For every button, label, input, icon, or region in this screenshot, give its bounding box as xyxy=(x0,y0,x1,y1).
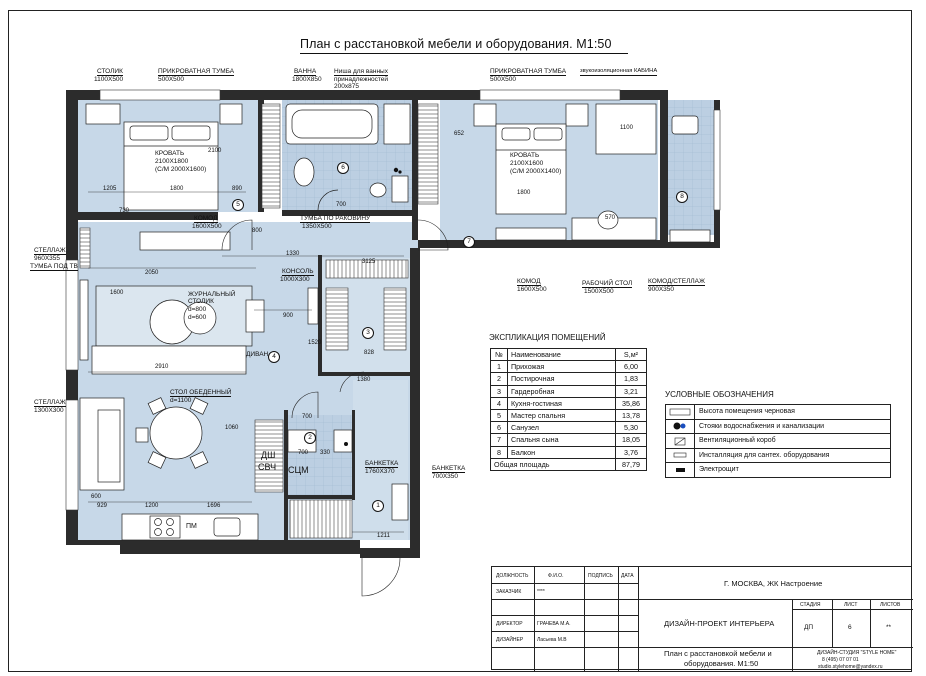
wall-laundry-left xyxy=(284,410,288,545)
stamp-list: 6 xyxy=(848,624,852,631)
cell-name: Балкон xyxy=(508,446,616,458)
dim-value: 800 xyxy=(252,228,263,234)
table-row xyxy=(491,397,647,409)
label-dsh: ДШ xyxy=(261,450,276,460)
drawing-title: План с расстановкой мебели и оборудования. М1:50 xyxy=(300,37,612,51)
stamp-lists: ** xyxy=(886,624,892,631)
dim-value: 652 xyxy=(454,131,465,137)
table-row xyxy=(491,373,647,385)
dim-value: 600 xyxy=(91,494,102,500)
label-tumba-tv: ТУМБА ПОД ТВ xyxy=(30,263,78,270)
room-number: 5 xyxy=(232,199,244,211)
label-scm: СЦМ xyxy=(288,465,309,475)
label-rabstol: РАБОЧИЙ СТОЛ xyxy=(582,280,633,287)
dim-value: 730 xyxy=(119,208,130,214)
label-bed2-b: (С/М 2000Х1400) xyxy=(510,168,562,175)
label-komod1: КОМОД xyxy=(194,215,218,222)
legend-text: Вентиляционный короб xyxy=(699,437,776,445)
cell-num: 1 xyxy=(491,361,508,373)
dim-value: 1800 xyxy=(170,186,184,192)
legend-text: Высота помещения черновая xyxy=(699,408,795,416)
label-komod3-size: 900Х350 xyxy=(648,286,675,293)
stamp-studio: ДИЗАЙН-СТУДИЯ "STYLE HOME" xyxy=(817,650,897,656)
label-vanna-size: 1800Х850 xyxy=(292,76,322,83)
table-row xyxy=(491,422,647,434)
label-tumba-left-size: 500Х500 xyxy=(158,76,185,83)
wall-right xyxy=(410,248,420,558)
cell-num: 6 xyxy=(491,422,508,434)
stamp-header: ДОЛЖНОСТЬ xyxy=(496,573,529,579)
dim-value: 570 xyxy=(605,215,616,221)
label-zhurnal-2: СТОЛИК xyxy=(188,298,214,305)
electric-panel-icon xyxy=(668,465,692,475)
dim-value: 900 xyxy=(283,313,294,319)
stamp-stage: ДП xyxy=(804,624,814,631)
explication-table xyxy=(490,348,647,471)
label-komod2-size: 1600Х500 xyxy=(517,286,547,293)
label-pm: ПМ xyxy=(186,523,197,530)
label-stol-d: d=1100 xyxy=(170,397,192,404)
cell-num: 8 xyxy=(491,446,508,458)
dim-value: 1200 xyxy=(145,503,159,509)
stamp-sheet-name-2: оборудования. М1:50 xyxy=(684,659,759,668)
dim-value: 1205 xyxy=(103,186,117,192)
dim-value: 330 xyxy=(320,450,331,456)
stamp-header: Ф.И.О. xyxy=(548,573,564,579)
label-zhurnal-d1: d=800 xyxy=(188,306,207,313)
header-name: Наименование xyxy=(508,349,616,361)
dim-value: 700 xyxy=(298,450,309,456)
legend-item xyxy=(666,420,890,435)
wall-laundry-bottom xyxy=(284,495,354,499)
cell-area: 18,05 xyxy=(616,434,647,446)
cell-area: 1,83 xyxy=(616,373,647,385)
title-block xyxy=(491,566,912,670)
dim-value: 700 xyxy=(336,202,347,208)
label-banketka-in-size: 1760Х370 xyxy=(365,468,395,475)
legend-item xyxy=(666,449,890,464)
legend-item xyxy=(666,434,890,449)
table-total-row xyxy=(491,458,647,470)
label-stolik: СТОЛИК xyxy=(97,68,123,75)
room-number: 3 xyxy=(362,327,374,339)
stamp-lists-header: ЛИСТОВ xyxy=(880,602,901,608)
label-vanna: ВАННА xyxy=(294,68,317,75)
header-area: S,м² xyxy=(616,349,647,361)
wall-balcony-inner xyxy=(660,90,668,248)
label-bed2: КРОВАТЬ xyxy=(510,152,540,159)
height-mark-icon xyxy=(668,407,692,417)
dim-value: 700 xyxy=(302,414,313,420)
cell-area: 6,00 xyxy=(616,361,647,373)
label-tumba-right-size: 500Х500 xyxy=(490,76,517,83)
cell-name: Прихожая xyxy=(508,361,616,373)
dim-value: 1520 xyxy=(308,340,322,346)
label-bed2-a: 2100Х1600 xyxy=(510,160,544,167)
stamp-person: Ласьева М.В xyxy=(537,637,567,643)
dim-value: 890 xyxy=(232,186,243,192)
cell-area: 3,76 xyxy=(616,446,647,458)
room-number: 4 xyxy=(268,351,280,363)
table-row xyxy=(491,409,647,421)
dim-value: 1211 xyxy=(377,533,390,539)
dim-value: 828 xyxy=(364,350,375,356)
stamp-studio-email: studio.stylehome@yandex.ru xyxy=(818,664,883,670)
table-row xyxy=(491,434,647,446)
dim-value: 1060 xyxy=(225,425,239,431)
room-number: 2 xyxy=(304,432,316,444)
dim-value: 1330 xyxy=(286,251,300,257)
label-nisha: Ниша для ванных xyxy=(334,68,388,75)
label-stellazh1: СТЕЛЛАЖ xyxy=(34,247,66,254)
header-num: № xyxy=(491,349,508,361)
legend-text: Электрощит xyxy=(699,466,739,474)
stamp-header: ПОДПИСЬ xyxy=(588,573,613,579)
cell-name: Кухня-гостиная xyxy=(508,397,616,409)
cell-num: 7 xyxy=(491,434,508,446)
stamp-header: ДАТА xyxy=(621,573,634,579)
cell-num: 5 xyxy=(491,409,508,421)
label-tumba-right: ПРИКРОВАТНАЯ ТУМБА xyxy=(490,68,567,75)
legend-item xyxy=(666,463,890,477)
riser-icon xyxy=(668,421,692,431)
label-stellazh2: СТЕЛЛАЖ xyxy=(34,399,66,406)
label-divan: ДИВАН xyxy=(246,351,269,358)
legend-text: Стояки водоснабжения и канализации xyxy=(699,422,825,430)
cell-num: 2 xyxy=(491,373,508,385)
stamp-list-header: ЛИСТ xyxy=(844,602,858,608)
legend xyxy=(665,404,891,478)
label-zhurnal-d2: d=600 xyxy=(188,314,207,321)
room-number: 8 xyxy=(676,191,688,203)
legend-item xyxy=(666,405,890,420)
dim-value: 929 xyxy=(97,503,108,509)
stamp-project: ДИЗАЙН-ПРОЕКТ ИНТЕРЬЕРА xyxy=(664,619,775,628)
label-komod1-size: 1600Х500 xyxy=(192,223,222,230)
cell-total-label: Общая площадь xyxy=(491,458,616,470)
cell-name: Постирочная xyxy=(508,373,616,385)
table-row xyxy=(491,361,647,373)
label-banketka-size: 700Х350 xyxy=(432,473,459,480)
label-stolik-size: 1100Х500 xyxy=(94,76,124,83)
stamp-role: ДИРЕКТОР xyxy=(496,621,523,627)
label-svch: СВЧ xyxy=(258,462,277,472)
cell-name: Санузел xyxy=(508,422,616,434)
vent-duct-icon xyxy=(668,436,692,446)
label-bed1-a: 2100Х1800 xyxy=(155,158,189,165)
dim-value: 2100 xyxy=(208,148,222,154)
label-stellazh1-size: 960Х355 xyxy=(34,255,61,262)
label-tumba-rak-size: 1350Х500 xyxy=(302,223,332,230)
wall-bedroom2-bottom xyxy=(418,240,668,248)
room-number: 6 xyxy=(337,162,349,174)
dim-value: 1696 xyxy=(207,503,221,509)
wall-wardrobe-left xyxy=(318,255,322,375)
dim-value: 2050 xyxy=(145,270,159,276)
stamp-studio-phone: 8 (495) 07 07 01 xyxy=(822,657,859,663)
label-bed1: КРОВАТЬ xyxy=(155,150,185,157)
cell-total-area: 87,79 xyxy=(616,458,647,470)
explication-title: ЭКСПЛИКАЦИЯ ПОМЕЩЕНИЙ xyxy=(489,333,606,342)
cell-area: 5,30 xyxy=(616,422,647,434)
installation-icon xyxy=(668,450,692,460)
label-komod3: КОМОД/СТЕЛЛАЖ xyxy=(648,278,705,285)
table-header xyxy=(491,349,647,361)
wall-entry-bottom xyxy=(360,548,420,558)
label-stol: СТОЛ ОБЕДЕННЫЙ xyxy=(170,389,232,396)
cell-name: Спальня сына xyxy=(508,434,616,446)
dim-value: 1800 xyxy=(517,190,531,196)
dim-value: 1380 xyxy=(357,377,371,383)
room-number: 7 xyxy=(463,236,475,248)
legend-title: УСЛОВНЫЕ ОБОЗНАЧЕНИЯ xyxy=(665,390,774,399)
cell-area: 35,86 xyxy=(616,397,647,409)
legend-text: Инсталляция для сантех. оборудования xyxy=(699,451,830,459)
wall-bath-right xyxy=(412,100,418,240)
stamp-person: ГРАЧЕВА М.А. xyxy=(537,621,571,627)
wall-laundry-right xyxy=(352,410,355,500)
label-tumba-left: ПРИКРОВАТНАЯ ТУМБА xyxy=(158,68,235,75)
label-cabin: звукоизоляционная КАБИНА xyxy=(580,68,658,74)
dim-value: 1100 xyxy=(620,125,633,131)
stamp-sheet-name: План с расстановкой мебели и xyxy=(664,649,772,658)
room-number: 1 xyxy=(372,500,384,512)
stamp-stage-header: СТАДИЯ xyxy=(800,602,821,608)
label-nisha-2: принадлежностей xyxy=(334,76,389,83)
cell-area: 3,21 xyxy=(616,385,647,397)
cell-name: Мастер спальня xyxy=(508,409,616,421)
cell-area: 13,78 xyxy=(616,409,647,421)
wall-balcony-bottom xyxy=(668,242,720,248)
stamp-person: **** xyxy=(537,589,545,595)
label-banketka: БАНКЕТКА xyxy=(432,465,466,472)
wall-bottom-left xyxy=(66,540,122,545)
label-tumba-rak: ТУМБА ПО РАКОВИНУ xyxy=(300,215,371,222)
dim-value: 1600 xyxy=(110,290,124,296)
label-zhurnal: ЖУРНАЛЬНЫЙ xyxy=(188,291,236,298)
label-konsol-size: 1000Х300 xyxy=(280,276,310,283)
label-bed1-b: (С/М 2000Х1600) xyxy=(155,166,207,173)
cell-num: 4 xyxy=(491,397,508,409)
cell-name: Гардеробная xyxy=(508,385,616,397)
stamp-role: ЗАКАЗЧИК xyxy=(496,589,522,595)
wall-bottom xyxy=(120,540,360,554)
table-row xyxy=(491,446,647,458)
cell-num: 3 xyxy=(491,385,508,397)
dim-value: 2910 xyxy=(155,364,169,370)
table-row xyxy=(491,385,647,397)
dim-value: 3125 xyxy=(362,259,376,265)
label-stellazh2-size: 1300Х300 xyxy=(34,407,64,414)
label-konsol: КОНСОЛЬ xyxy=(282,268,314,275)
label-nisha-size: 200х875 xyxy=(334,83,359,90)
label-banketka-in: БАНКЕТКА xyxy=(365,460,399,467)
wall-wardrobe-bottom xyxy=(318,372,413,376)
label-komod2: КОМОД xyxy=(517,278,541,285)
stamp-city: Г. МОСКВА, ЖК Настроение xyxy=(724,579,823,588)
stamp-role: ДИЗАЙНЕР xyxy=(496,637,524,643)
label-rabstol-size: 1500Х500 xyxy=(584,288,614,295)
